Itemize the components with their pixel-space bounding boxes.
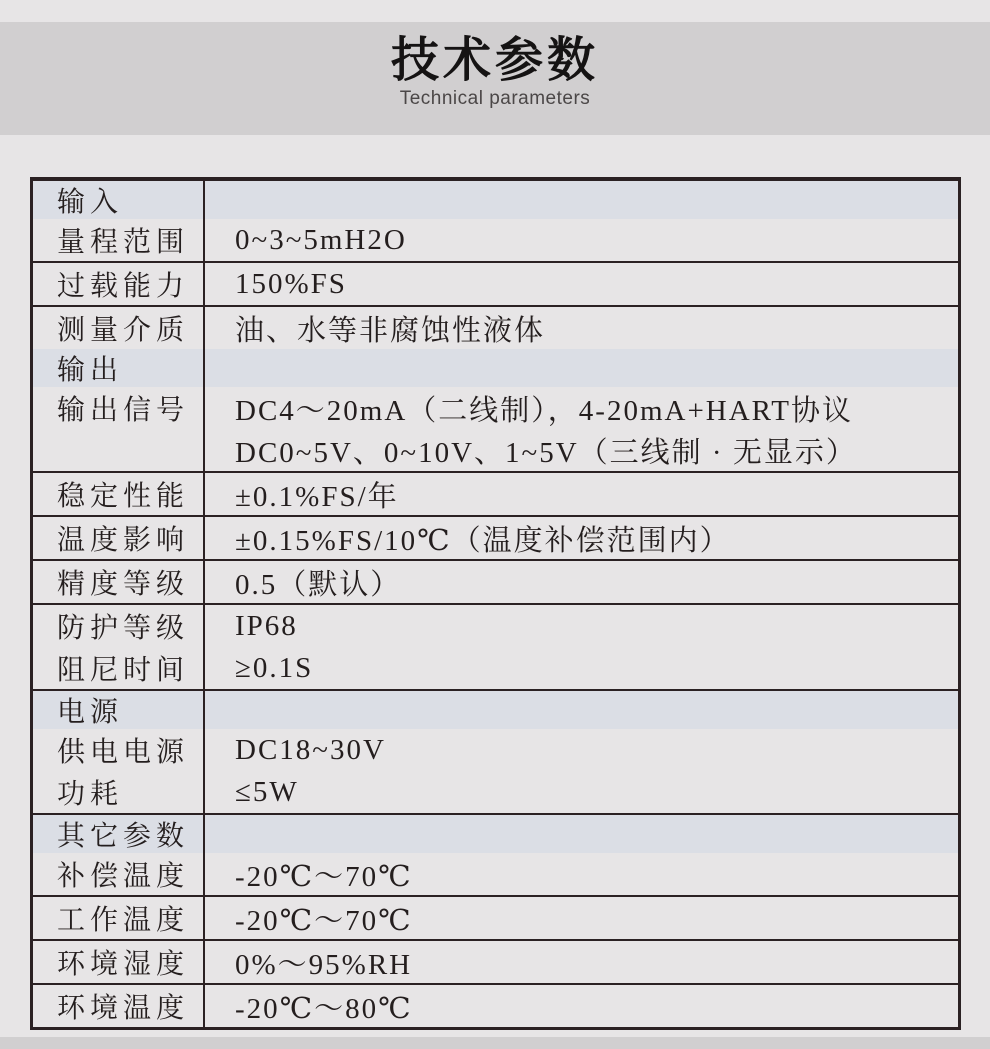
row-label — [33, 605, 205, 689]
table-row — [33, 941, 958, 985]
row-value-text: 150%FS — [235, 267, 347, 300]
table-row — [33, 219, 958, 263]
row-label — [33, 691, 205, 729]
row-label-text: 功耗 — [57, 779, 124, 810]
page-subtitle: Technical parameters — [399, 88, 591, 109]
row-value-text: 0~3~5mH2O — [235, 223, 407, 256]
row-value-text: 0%～95%RH — [235, 948, 413, 981]
row-label-text: 过载能力 — [57, 271, 190, 302]
row-label — [33, 473, 205, 515]
row-label-text: 输入 — [57, 187, 124, 218]
row-label-text: 电源 — [57, 697, 124, 728]
table-row — [33, 605, 958, 691]
row-value-text: -20℃～80℃ — [235, 992, 413, 1025]
spec-table — [30, 177, 961, 1030]
row-value-text: 0.5（默认） — [235, 568, 402, 601]
row-label-text: 环境温度 — [57, 993, 190, 1024]
bottom-bar — [0, 1037, 990, 1049]
row-value-text: IP68 — [235, 609, 298, 642]
row-value — [205, 605, 958, 689]
row-label-text: 补偿温度 — [57, 861, 190, 892]
table-row — [33, 561, 958, 605]
row-value — [205, 941, 958, 983]
row-value-text: ±0.1%FS/年 — [235, 480, 399, 513]
row-label — [33, 387, 205, 471]
row-label-text: 量程范围 — [57, 227, 190, 258]
row-label-text: 其它参数 — [57, 821, 190, 852]
row-label — [33, 985, 205, 1027]
table-section-row — [33, 815, 958, 853]
row-label-text: 温度影响 — [57, 525, 190, 556]
row-value — [205, 815, 958, 853]
row-label-text: 环境湿度 — [57, 949, 190, 980]
row-label-text: 输出 — [57, 355, 124, 386]
row-label — [33, 815, 205, 853]
row-value-text: -20℃～70℃ — [235, 904, 413, 937]
row-value-text: 油、水等非腐蚀性液体 — [235, 314, 546, 347]
row-value-text: -20℃～70℃ — [235, 860, 413, 893]
row-value-text: ≥0.1S — [235, 651, 314, 684]
row-label — [33, 181, 205, 219]
table-row — [33, 263, 958, 307]
row-value-text: DC0~5V、0~10V、1~5V（三线制 · 无显示） — [235, 436, 857, 469]
row-value — [205, 561, 958, 603]
row-value — [205, 729, 958, 813]
row-label-text: 阻尼时间 — [57, 655, 190, 686]
table-row — [33, 307, 958, 349]
row-value — [205, 387, 958, 471]
row-value-text: ≤5W — [235, 775, 299, 808]
table-row — [33, 853, 958, 897]
row-value-text: ±0.15%FS/10℃（温度补偿范围内） — [235, 524, 731, 557]
row-label — [33, 517, 205, 559]
table-row — [33, 985, 958, 1027]
page-title: 技术参数 — [390, 34, 599, 87]
table-row — [33, 517, 958, 561]
row-value — [205, 897, 958, 939]
row-value — [205, 517, 958, 559]
table-section-row — [33, 181, 958, 219]
row-label-text: 稳定性能 — [57, 481, 190, 512]
row-label-text: 工作温度 — [57, 905, 190, 936]
row-label — [33, 307, 205, 349]
row-label — [33, 219, 205, 261]
row-value — [205, 263, 958, 305]
table-row — [33, 897, 958, 941]
row-value — [205, 219, 958, 261]
row-label-text: 精度等级 — [57, 569, 190, 600]
row-label — [33, 263, 205, 305]
table-row — [33, 729, 958, 815]
row-label-text: 防护等级 — [57, 613, 190, 644]
row-label — [33, 349, 205, 387]
table-section-row — [33, 349, 958, 387]
row-value — [205, 307, 958, 349]
row-label — [33, 941, 205, 983]
row-value-text: DC4～20mA（二线制），4-20mA+HART协议 — [235, 394, 853, 427]
table-row — [33, 473, 958, 517]
row-value — [205, 181, 958, 219]
header-banner — [0, 22, 990, 135]
row-value — [205, 473, 958, 515]
row-label — [33, 729, 205, 813]
row-label-text: 输出信号 — [57, 395, 190, 426]
table-row — [33, 387, 958, 473]
row-value — [205, 853, 958, 895]
row-label — [33, 561, 205, 603]
row-value — [205, 349, 958, 387]
row-label — [33, 897, 205, 939]
row-label-text: 测量介质 — [57, 315, 190, 346]
row-value — [205, 985, 958, 1027]
table-section-row — [33, 691, 958, 729]
row-label — [33, 853, 205, 895]
row-label-text: 供电电源 — [57, 737, 190, 768]
row-value — [205, 691, 958, 729]
row-value-text: DC18~30V — [235, 733, 386, 766]
